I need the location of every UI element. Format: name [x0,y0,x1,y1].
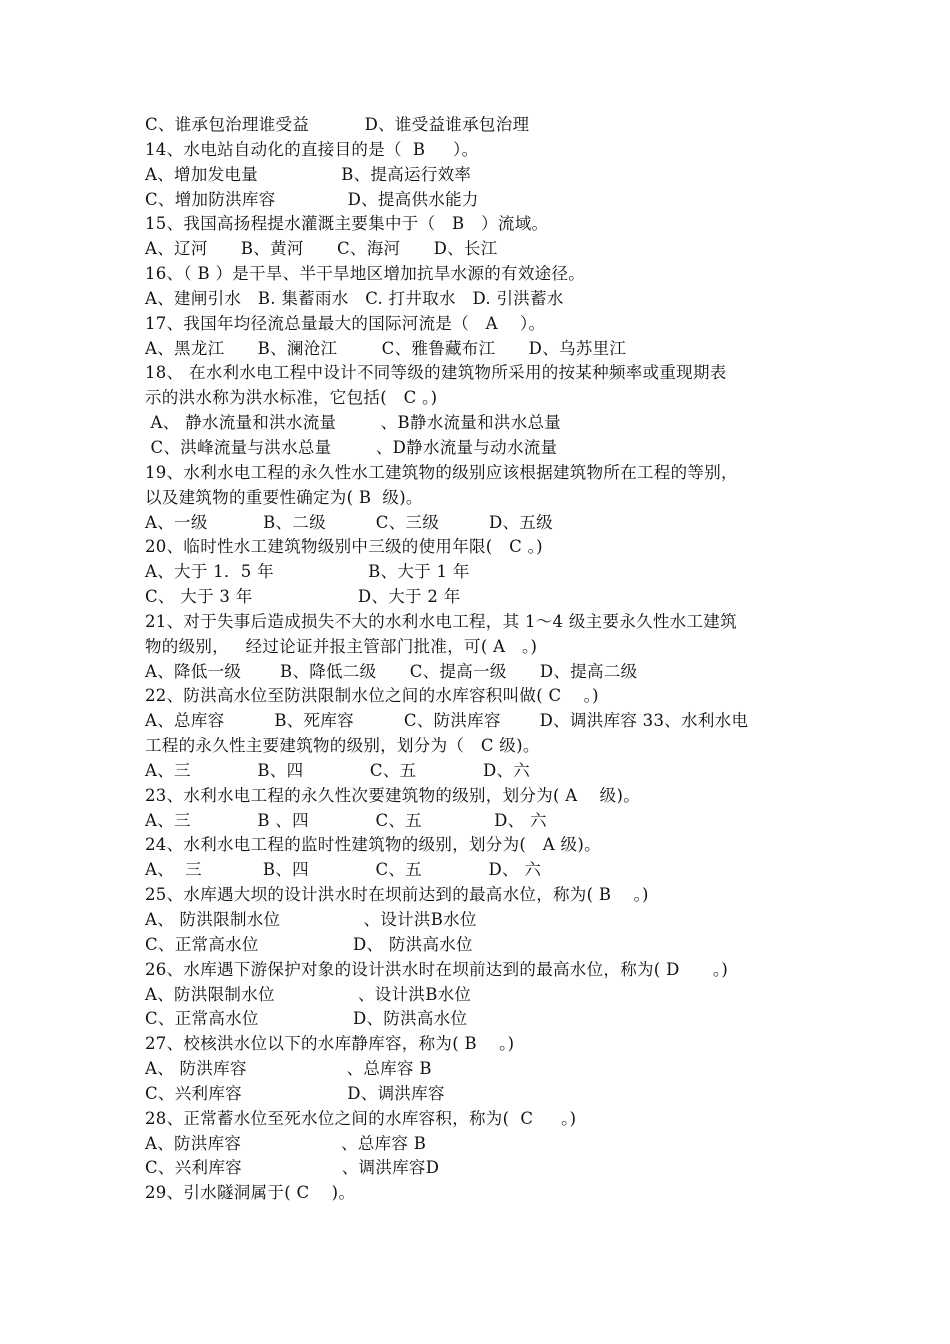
options-line: A、三 B、四 C、五 D、六 [145,760,531,780]
options-line: A、总库容 B、死库容 C、防洪库容 D、调洪库容 33、水利水电 [145,711,749,731]
question-25: 25、水库遇大坝的设计洪水时在坝前达到的最高水位，称为( B 。) [145,885,649,905]
question-23: 23、水利水电工程的永久性次要建筑物的级别，划分为( A 级)。 [145,785,641,805]
options-line: C、正常高水位 D、防洪高水位 [145,1009,468,1029]
options-line: C、兴利库容 、调洪库容D [145,1158,440,1178]
options-line: C、正常高水位 D、 防洪高水位 [145,934,473,954]
options-line: C、兴利库容 D、调洪库容 [145,1083,445,1103]
question-21-cont: 物的级别， 经过论证并报主管部门批准，可( A 。) [145,636,538,656]
options-line: A、黑龙江 B、澜沧江 C、雅鲁藏布江 D、乌苏里江 [145,338,627,358]
options-line: A、 静水流量和洪水流量 、B静水流量和洪水总量 [145,413,562,433]
question-20: 20、临时性水工建筑物级别中三级的使用年限( C 。) [145,537,543,557]
question-21: 21、对于失事后造成损失不大的水利水电工程，其 1～4 级主要永久性水工建筑 [145,611,737,631]
options-line: A、一级 B、二级 C、三级 D、五级 [145,512,553,532]
options-line: A、建闸引水 B. 集蓄雨水 C. 打井取水 D. 引洪蓄水 [145,288,564,308]
options-line: C、洪峰流量与洪水总量 、D静水流量与动水流量 [145,437,558,457]
options-line: A、 防洪限制水位 、设计洪B水位 [145,910,477,929]
options-line: A、辽河 B、黄河 C、海河 D、长江 [145,239,498,259]
options-line: C、增加防洪库容 D、提高供水能力 [145,189,479,209]
options-line: A、 防洪库容 、总库容 B [145,1059,432,1079]
question-24: 24、水利水电工程的监时性建筑物的级别，划分为( A 级)。 [145,835,601,855]
question-19: 19、水利水电工程的永久性水工建筑物的级别应该根据建筑物所在工程的等别， [145,462,738,482]
question-17: 17、我国年均径流总量最大的国际河流是（ A ）。 [145,313,546,333]
question-14: 14、水电站自动化的直接目的是（ B ）。 [145,139,479,159]
options-line: C、 大于 3 年 D、大于 2 年 [145,587,461,607]
text-line: C、谁承包治理谁受益 D、谁受益谁承包治理 [145,115,530,134]
options-line: A、增加发电量 B、提高运行效率 [145,164,472,184]
options-line: A、 三 B、四 C、五 D、 六 [145,860,542,880]
question-15: 15、我国高扬程提水灌溉主要集中于（ B ）流域。 [145,214,549,234]
question-27: 27、校核洪水位以下的水库静库容，称为( B 。) [145,1034,515,1054]
question-29: 29、引水隧洞属于( C )。 [145,1183,356,1203]
question-22: 22、防洪高水位至防洪限制水位之间的水库容积叫做( C 。) [145,686,599,706]
options-line: A、大于 1．5 年 B、大于 1 年 [145,562,470,582]
options-line: A、三 B 、四 C、五 D、 六 [145,810,547,830]
question-18-cont: 示的洪水称为洪水标准，它包括( C 。) [145,388,438,408]
question-26: 26、水库遇下游保护对象的设计洪水时在坝前达到的最高水位，称为( D 。) [145,959,729,979]
document-text [145,113,815,1206]
question-33-cont: 工程的永久性主要建筑物的级别，划分为（ C 级)。 [145,736,540,756]
options-line: A、降低一级 B、降低二级 C、提高一级 D、提高二级 [145,661,638,681]
question-19-cont: 以及建筑物的重要性确定为( B 级)。 [145,487,423,507]
question-28: 28、正常蓄水位至死水位之间的水库容积，称为( C 。) [145,1108,577,1128]
options-line: A、防洪限制水位 、设计洪B水位 [145,984,472,1004]
question-18: 18、 在水利水电工程中设计不同等级的建筑物所采用的按某种频率或重现期表 [145,363,727,383]
options-line: A、防洪库容 、总库容 B [145,1133,427,1153]
question-16: 16、（ B ）是干旱、半干旱地区增加抗旱水源的有效途径。 [145,264,586,284]
